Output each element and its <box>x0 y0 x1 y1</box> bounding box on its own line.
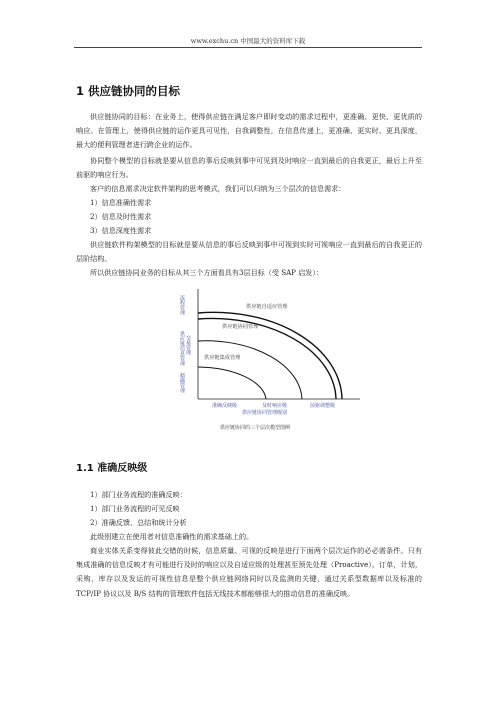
list-item: 1）信息准确性需求 <box>90 198 152 207</box>
arc-middle <box>198 341 302 399</box>
subsection-title: 1.1 准确反映级 <box>76 463 148 474</box>
paragraph-goal: 供应链协同的目标：在业务上，使得供应链在满足客户即时变动的需求过程中，更准确、更快、更优质的响应。在管理上，使得供应链的运作更具可见性，自我调整性，在信息传递上，更准确、更实时、更具深度，最大的便利管理者进行跨企业的运作。 <box>76 112 422 150</box>
y-label-trade: 交易管理 <box>185 335 191 355</box>
section-title: 1 供应链协同的目标 <box>76 84 181 98</box>
page-header: www.exchu.cn 中国最大的资料库下载 <box>190 37 306 45</box>
list-item: 2）准确反馈、总结和统计分析 <box>90 518 187 527</box>
x-axis-title: 供应链协同管理级别 <box>242 410 288 416</box>
paragraph-needs: 客户的信息需求决定软件架构的思考模式，我们可以归纳为三个层次的信息需求： <box>90 184 346 193</box>
x-label-proactive: 前驱调整级 <box>310 403 336 409</box>
paragraph-architecture: 供应链软件构架模型的目标就是要从信息的事后反映到事中可视到实时可视响应一直到最后的自我更正的层阶结构。 <box>76 240 422 264</box>
y-label-precise: 精确管理 <box>179 373 185 393</box>
three-level-diagram <box>176 285 366 447</box>
paragraph-level-basis: 此级别建立在使用者对信息准确性的需求基础上的。 <box>90 532 254 541</box>
arc-label-adaptive: 供应链自适应管理 <box>246 304 288 310</box>
arc-label-integrated: 供应链集成管理 <box>204 355 241 361</box>
paragraph-model: 协同整个模型的目标就是要从信息的事后反映到事中可见到及时响应一直到最后的自我更正，最后上升至前驱的响应行为。 <box>76 156 422 180</box>
list-item: 1）部门业务流程的准确反映： <box>90 490 187 499</box>
list-item: 3）信息深度性需求 <box>90 226 152 235</box>
x-label-accurate: 准确反映级 <box>212 403 238 409</box>
arc-inner <box>198 367 266 399</box>
list-item: 2）信息及时性需求 <box>90 212 152 221</box>
arc-label-collab: 供应链协同管理 <box>222 324 259 330</box>
header-rule <box>74 47 422 48</box>
paragraph-three-goals: 所以供应链协同业务的目标从其三个方面看具有3层目标（受 SAP 启发）： <box>90 268 324 277</box>
list-item: 1）部门业务流程的可见反映 <box>90 504 180 513</box>
y-label-process: 流程管理 <box>179 295 185 315</box>
x-label-timely: 及时响应级 <box>262 403 288 409</box>
figure-caption: 供应链协同的三个层次模型图例 <box>220 425 291 431</box>
y-label-info-1: 供应链信息管理 <box>179 331 185 366</box>
paragraph-visibility: 商业实体关系变得彼此交错的时候，信息质量、可视的反映是进行下面两个层次运作的必必需条件。只有集成准确的信息反映才有可能进行及时的响应以及自适应级的处理甚至预先处理（Proactive）。订单，计划，采购，库存以及发运的可视性信息是整个供应链网络同时以及监测的关键，通过关系型数据库以及标准的 TCP/IP 协议以及 B/S 结构的管理软件包括无线技术都能够很大的推动信息的准确反映。 <box>76 546 422 598</box>
